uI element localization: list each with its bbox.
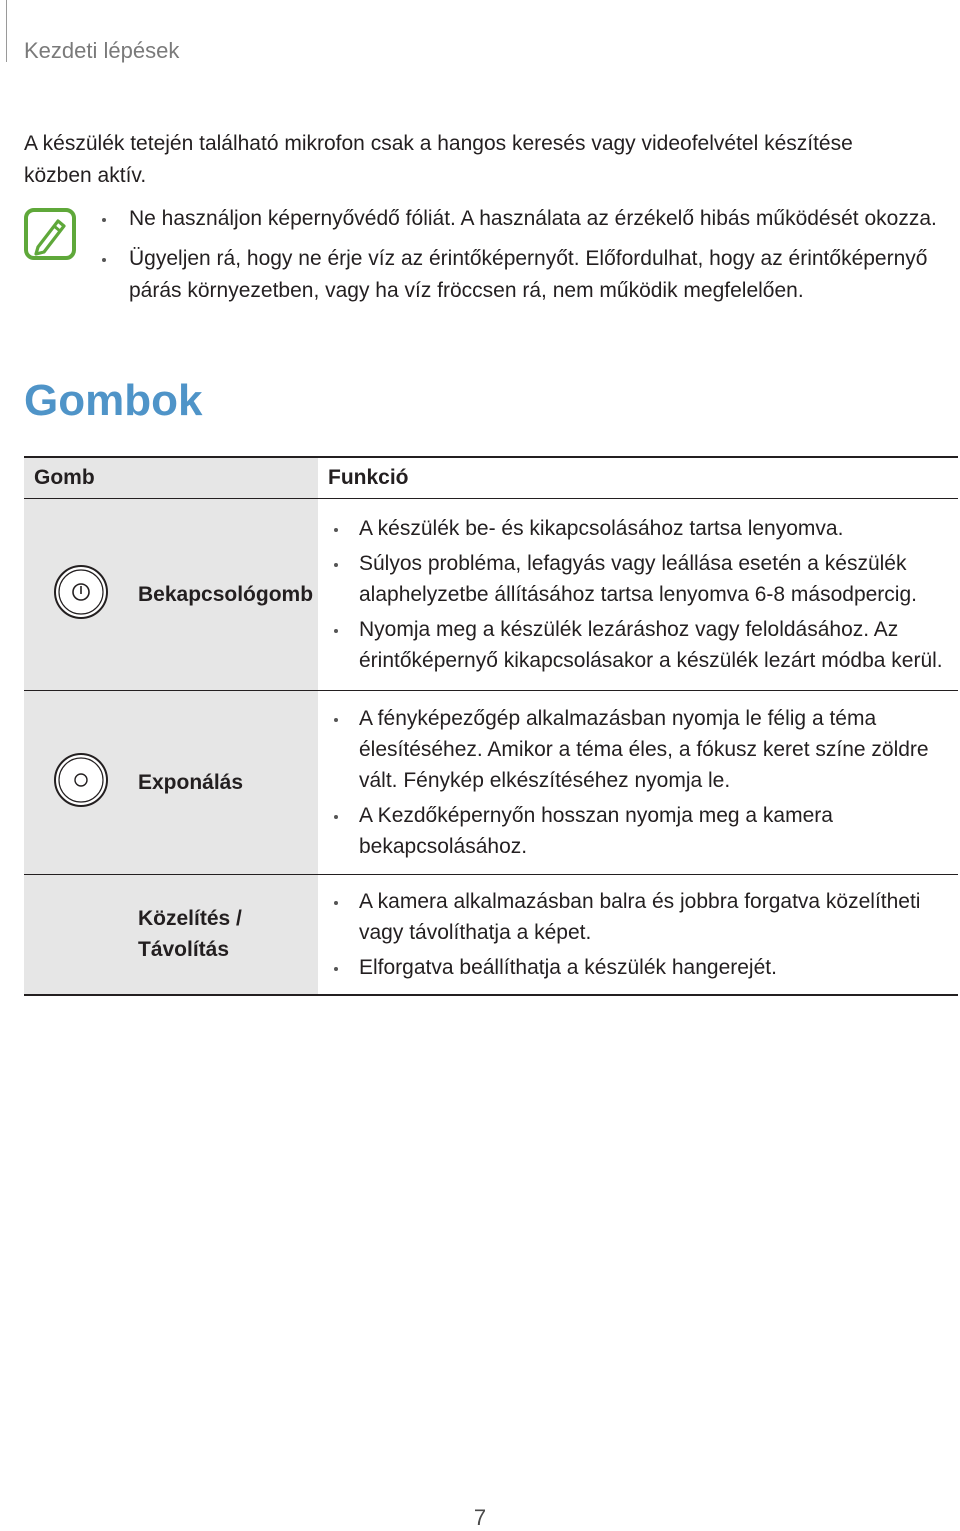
button-name: Bekapcsológomb — [138, 583, 314, 606]
button-cell — [24, 691, 318, 875]
note-list — [100, 203, 940, 315]
function-cell — [318, 499, 958, 691]
header-divider — [6, 0, 7, 62]
function-item: A kamera alkalmazásban balra és jobbra forgatva közelítheti vagy távolíthatja a képet. — [332, 886, 948, 948]
function-item: Súlyos probléma, lefagyás vagy leállása esetén a készülék alaphelyzetbe állításához tartsa lenyomva 6-8 másodpercig. — [332, 548, 948, 610]
table-row-shutter — [24, 691, 958, 875]
function-item: Elforgatva beállíthatja a készülék hangerejét. — [332, 952, 948, 983]
table-row-power — [24, 499, 958, 691]
function-cell — [318, 691, 958, 875]
function-cell — [318, 875, 958, 995]
note-item: Ne használjon képernyővédő fóliát. A használata az érzékelő hibás működését okozza. — [100, 203, 940, 235]
page-title: Gombok — [24, 376, 203, 425]
button-cell — [24, 499, 318, 691]
power-button-icon — [53, 564, 109, 626]
header-button: Gomb — [24, 457, 318, 499]
intro-paragraph: A készülék tetején található mikrofon csak a hangos keresés vagy videofelvétel készítése közben aktív. — [24, 132, 853, 187]
table-header-row — [24, 457, 958, 499]
header-function: Funkció — [318, 457, 958, 499]
button-name: Exponálás — [138, 771, 244, 794]
button-name-line: Közelítés / — [138, 907, 242, 931]
function-item: Nyomja meg a készülék lezáráshoz vagy feloldásához. Az érintőképernyő kikapcsolásakor a készülék lezárt módba kerül. — [332, 614, 948, 676]
note-item: Ügyeljen rá, hogy ne érje víz az érintőképernyőt. Előfordulhat, hogy az érintőképernyő párás környezetben, vagy ha víz fröccsen rá, nem működik megfelelően. — [100, 243, 940, 307]
buttons-table — [24, 456, 958, 996]
function-list — [332, 703, 948, 862]
button-cell — [24, 875, 318, 995]
function-item: A készülék be- és kikapcsolásához tartsa lenyomva. — [332, 513, 948, 544]
function-list — [332, 886, 948, 983]
button-name — [138, 903, 242, 965]
shutter-button-icon — [53, 752, 109, 814]
function-item: A Kezdőképernyőn hosszan nyomja meg a kamera bekapcsolásához. — [332, 800, 948, 862]
page-number: 7 — [473, 1505, 487, 1530]
function-list — [332, 513, 948, 676]
section-header: Kezdeti lépések — [24, 38, 180, 63]
function-item: A fényképezőgép alkalmazásban nyomja le félig a téma élesítéséhez. Amikor a téma éles, a fókusz keret színe zöldre vált. Fénykép elkészítéséhez nyomja le. — [332, 703, 948, 796]
pen-note-icon — [24, 208, 76, 260]
table-row-zoom — [24, 875, 958, 995]
button-name-line: Távolítás — [138, 938, 230, 962]
